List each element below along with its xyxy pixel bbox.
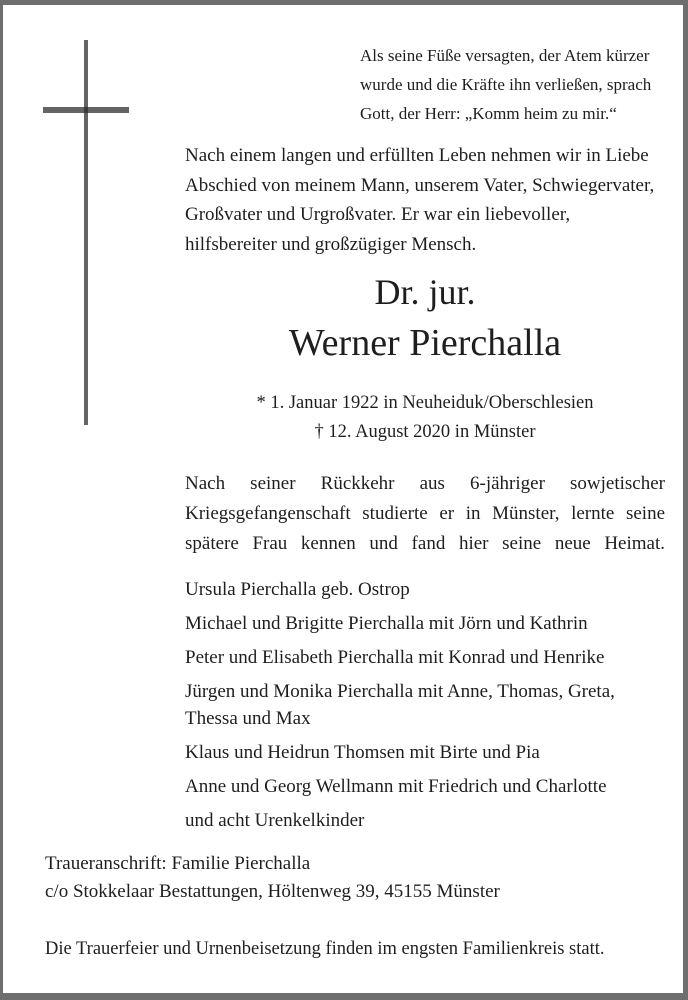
cross-vertical-bar [84,40,88,425]
address-line: c/o Stokkelaar Bestattungen, Höltenweg 39, 45155 Münster [45,880,500,902]
mourning-address [45,850,645,905]
quote-line: Als seine Füße versagten, der Atem kürzer [360,46,650,65]
mourner-line: Klaus und Heidrun Thomsen mit Birte und Pia [185,741,540,763]
death-date: † 12. August 2020 in Münster [314,422,536,442]
mourner-line: und acht Urenkelkinder [185,809,365,831]
quote-line: Gott, der Herr: „Komm heim zu mir.“ [360,104,617,123]
quote-line: wurde und die Kräfte ihn verließen, sprach [360,75,652,94]
intro-line: Nach einem langen und erfüllten Leben nehmen wir in Liebe [185,145,649,166]
cross-horizontal-bar [43,107,129,113]
deceased-name-block [185,267,665,369]
intro-line: hilfsbereiter und großzügiger Mensch. [185,233,477,255]
intro-paragraph [185,141,675,259]
intro-line: Großvater und Urgroßvater. Er war ein liebevoller, [185,204,571,225]
scripture-quote [360,41,670,128]
intro-line: Abschied von meinem Mann, unserem Vater, Schwiegervater, [185,174,655,196]
mourner-line: Ursula Pierchalla geb. Ostrop [185,579,410,600]
mourner-line: Peter und Elisabeth Pierchalla mit Konrad und Henrike [185,647,605,668]
mourners-list [185,577,667,842]
biography-paragraph: Nach seiner Rückkehr aus 6-jähriger sowjetischer Kriegsgefangenschaft studierte er in Münster, lernte seine spätere Frau kennen und fand hier seine neue Heimat. [185,473,665,554]
deceased-name: Werner Pierchalla [288,322,562,364]
mourner-line: Michael und Brigitte Pierchalla mit Jörn und Kathrin [185,613,588,634]
birth-date: * 1. Januar 1922 in Neuheiduk/Oberschlesien [256,393,594,413]
mourner-line: Anne und Georg Wellmann mit Friedrich und Charlotte [185,775,607,797]
mourner-line: Jürgen und Monika Pierchalla mit Anne, Thomas, Greta, Thessa und Max [185,681,615,729]
address-line: Traueranschrift: Familie Pierchalla [45,853,311,874]
life-dates [185,389,665,447]
funeral-notice: Die Trauerfeier und Urnenbeisetzung finden im engsten Familienkreis statt. [45,939,605,959]
deceased-title: Dr. jur. [374,272,476,312]
